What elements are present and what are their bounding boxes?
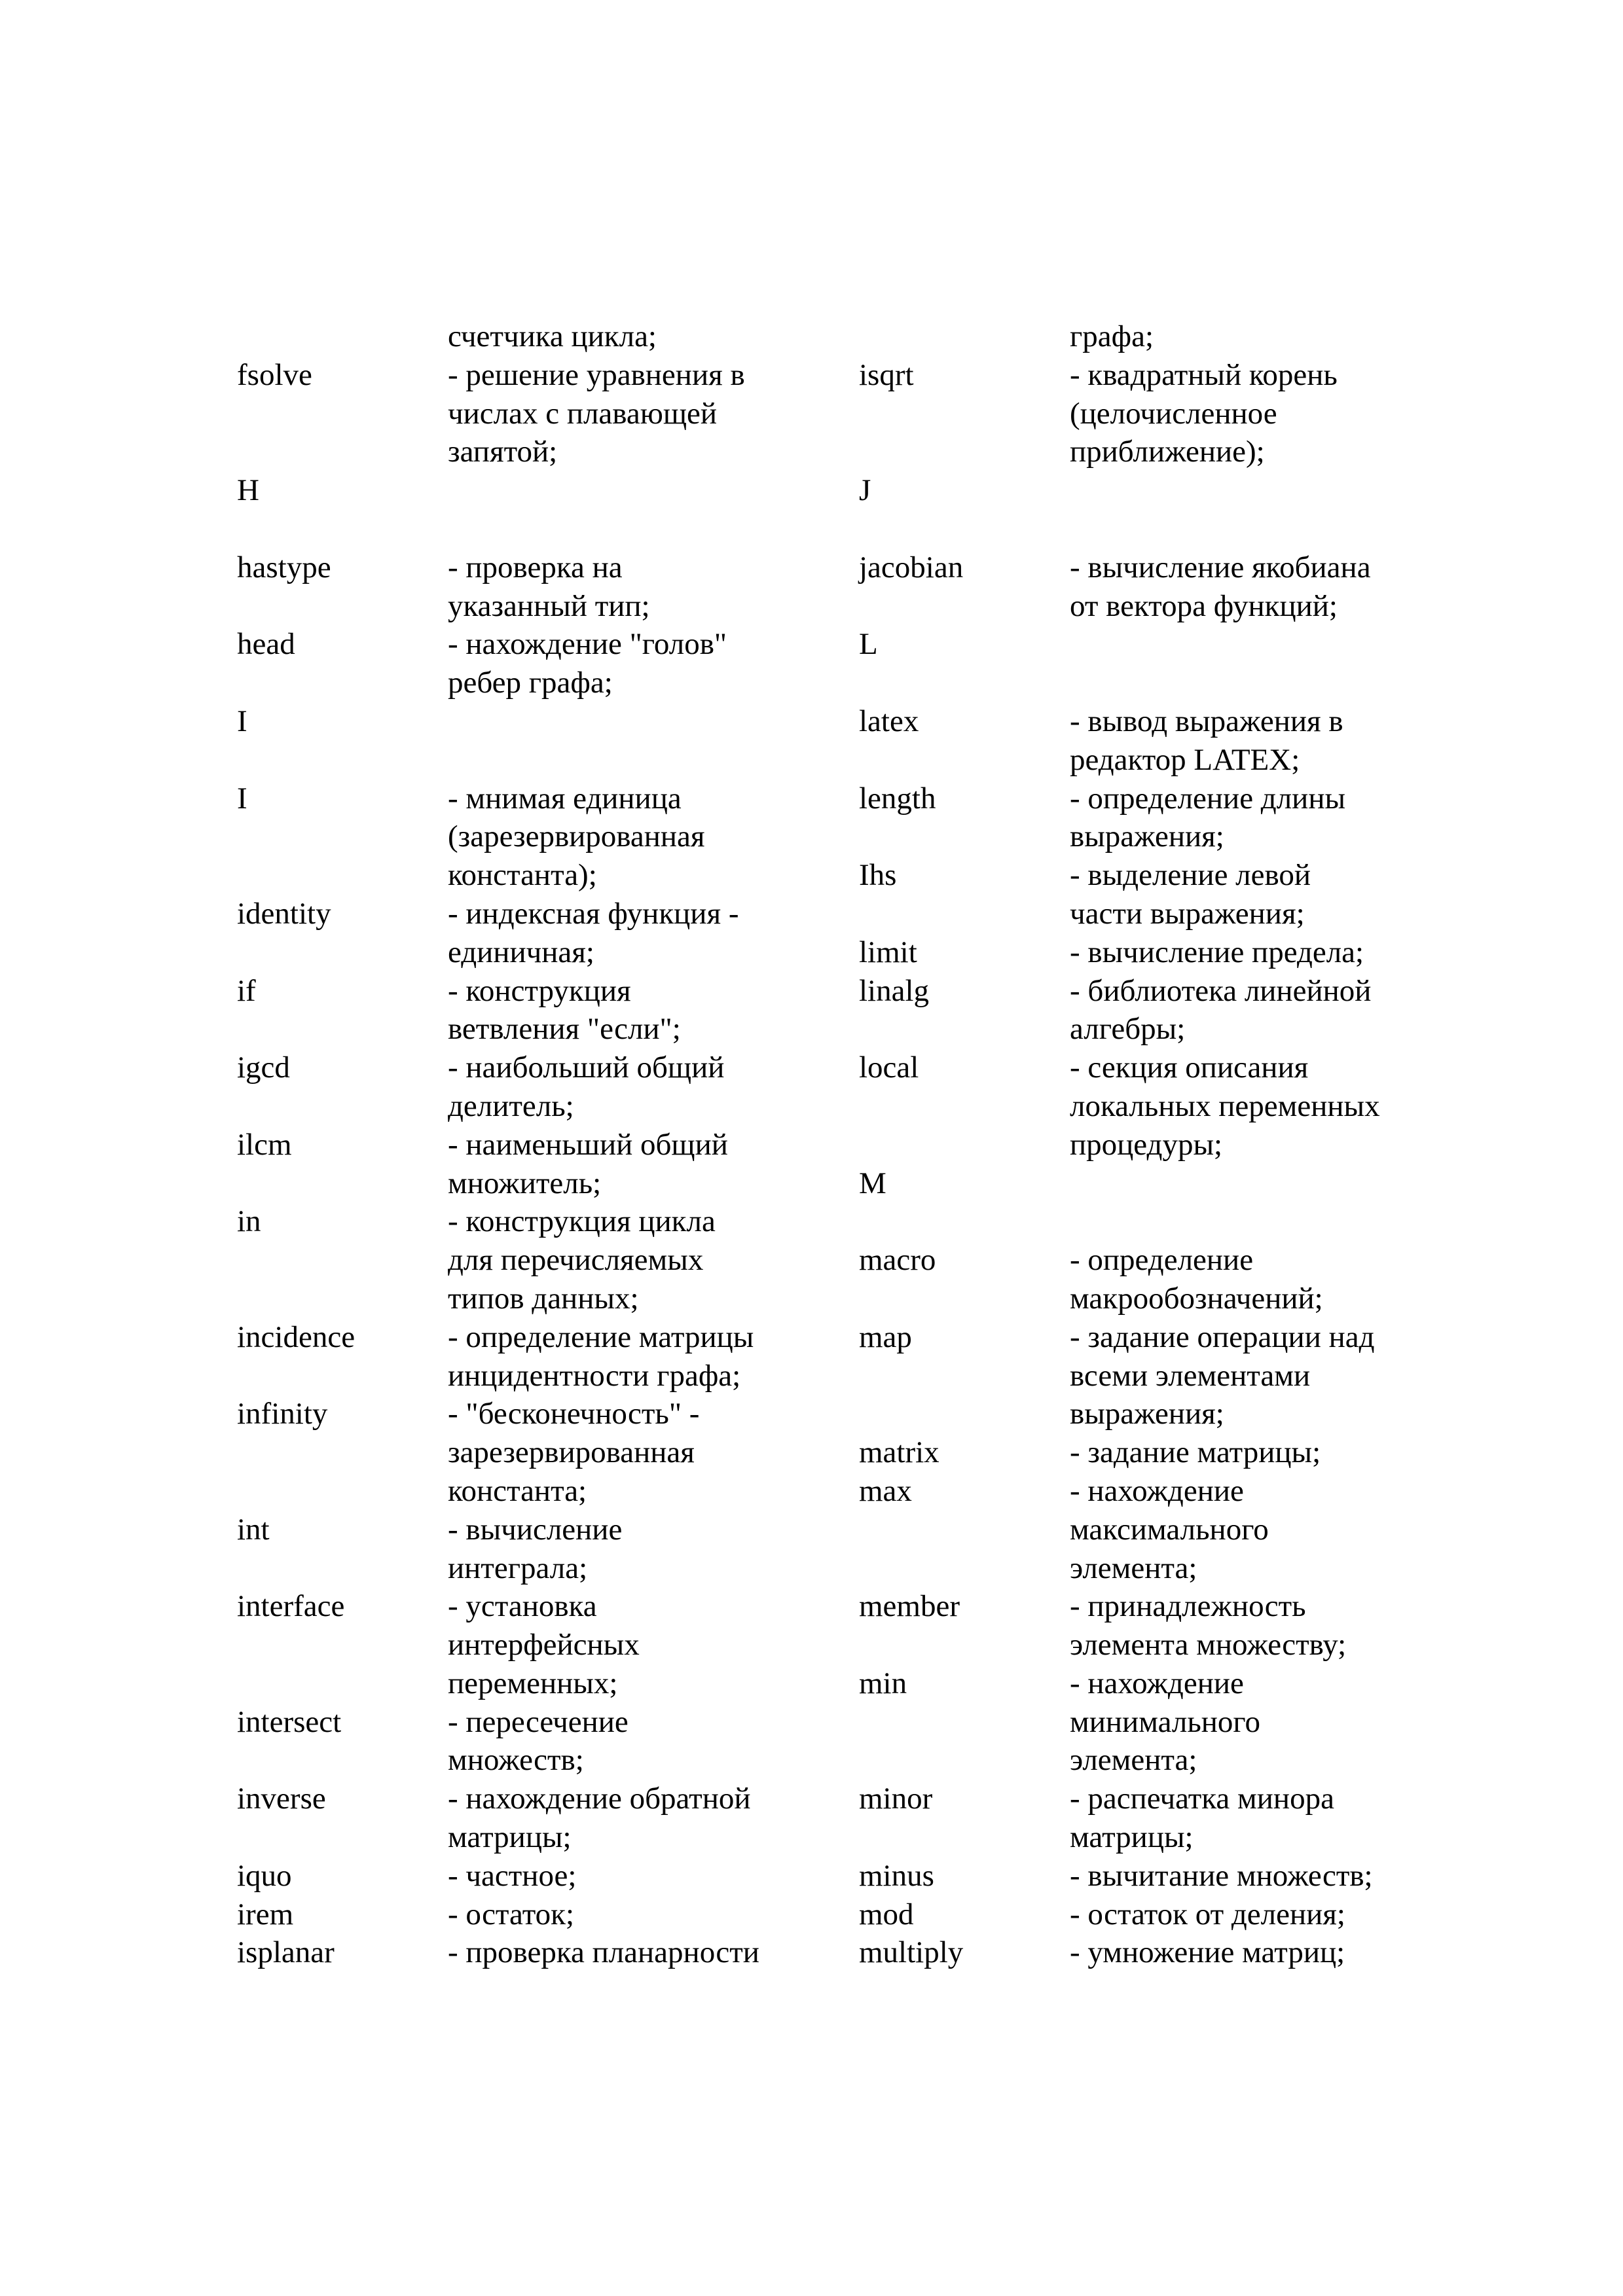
- entry-description: [448, 1703, 629, 1780]
- description-line: переменных;: [448, 1666, 618, 1700]
- entry-description: [1070, 1241, 1323, 1318]
- glossary-entry: [237, 1895, 759, 1934]
- entry-description: [1070, 356, 1338, 471]
- glossary-entry: [237, 1511, 759, 1588]
- description-line: - библиотека линейной: [1070, 973, 1372, 1008]
- entry-term: igcd: [237, 1050, 290, 1085]
- description-line: - вычисление: [448, 1512, 623, 1547]
- entry-term: latex: [859, 704, 919, 738]
- glossary-entry: [859, 1472, 1380, 1587]
- description-line: - частное;: [448, 1858, 577, 1893]
- entry-description: [448, 780, 705, 895]
- description-line: типов данных;: [448, 1281, 639, 1316]
- entry-term: identity: [237, 896, 331, 931]
- entry-description: [1070, 856, 1311, 933]
- description-line: - нахождение "голов": [448, 627, 727, 662]
- description-line: части выражения;: [1070, 896, 1305, 931]
- description-line: - умножение матриц;: [1070, 1935, 1345, 1970]
- entry-description: [448, 625, 727, 702]
- glossary-entry: [237, 625, 759, 702]
- glossary-entry: [237, 317, 759, 356]
- entry-term: L: [859, 627, 878, 662]
- glossary-entry: [237, 1933, 759, 1972]
- description-line: [448, 471, 456, 510]
- glossary-entry: [859, 856, 1380, 933]
- description-line: множеств;: [448, 1743, 584, 1778]
- entry-description: [1070, 1472, 1269, 1587]
- description-line: [1070, 1164, 1078, 1203]
- description-line: - наименьший общий: [448, 1127, 728, 1162]
- entry-term: multiply: [859, 1935, 964, 1970]
- glossary-entry: [859, 780, 1380, 857]
- glossary-entry: [859, 1587, 1380, 1664]
- description-line: всеми элементами: [1070, 1358, 1311, 1393]
- description-line: - распечатка минора: [1070, 1782, 1334, 1816]
- entry-description: [448, 1126, 728, 1203]
- glossary-entry: [237, 972, 759, 1049]
- description-line: от вектора функций;: [1070, 588, 1338, 623]
- description-line: минимального: [1070, 1704, 1261, 1739]
- description-line: матрицы;: [448, 1820, 572, 1855]
- entry-description: [1070, 548, 1371, 626]
- entry-term: minus: [859, 1858, 934, 1893]
- glossary-entry: [859, 1664, 1380, 1780]
- entry-description: [1070, 702, 1343, 780]
- entry-term: Ihs: [859, 858, 897, 893]
- entry-term: in: [237, 1204, 261, 1239]
- description-line: константа;: [448, 1473, 587, 1508]
- entry-description: [1070, 1587, 1346, 1664]
- entry-term: fsolve: [237, 357, 312, 392]
- entry-description: [1070, 780, 1345, 857]
- glossary-entry: [237, 1703, 759, 1780]
- entry-description: [448, 548, 650, 626]
- glossary-entry: [859, 1318, 1380, 1433]
- description-line: - мнимая единица: [448, 781, 682, 816]
- description-line: алгебры;: [1070, 1012, 1186, 1047]
- entry-description: [1070, 1857, 1373, 1895]
- entry-term: J: [859, 473, 871, 508]
- glossary-entry: [859, 548, 1380, 626]
- entry-term: hastype: [237, 550, 331, 584]
- blank-line: [237, 741, 759, 780]
- entry-term: incidence: [237, 1319, 356, 1354]
- entry-term: macro: [859, 1243, 936, 1278]
- entry-term: intersect: [237, 1704, 342, 1739]
- description-line: интерфейсных: [448, 1628, 640, 1662]
- blank-line: [859, 664, 1380, 702]
- description-line: - нахождение: [1070, 1666, 1244, 1700]
- glossary-entry: [237, 1587, 759, 1702]
- glossary-entry: [859, 1895, 1380, 1934]
- entry-description: [448, 895, 739, 972]
- entry-description: [1070, 1433, 1321, 1472]
- description-line: - решение уравнения в: [448, 357, 745, 392]
- entry-description: [1070, 972, 1371, 1049]
- description-line: - задание операции над: [1070, 1319, 1375, 1354]
- entry-term: H: [237, 473, 259, 508]
- entry-description: [448, 1049, 724, 1126]
- glossary-entry: [237, 780, 759, 895]
- description-line: - определение матрицы: [448, 1319, 754, 1354]
- description-line: приближение);: [1070, 435, 1265, 469]
- description-line: интеграла;: [448, 1551, 588, 1585]
- entry-term: if: [237, 973, 256, 1008]
- entry-term: interface: [237, 1589, 345, 1624]
- blank-line: [859, 1202, 1380, 1241]
- entry-term: infinity: [237, 1397, 328, 1431]
- description-line: - вычисление якобиана: [1070, 550, 1371, 584]
- entry-term: length: [859, 781, 936, 816]
- entry-term: jacobian: [859, 550, 964, 584]
- entry-description: [1070, 1933, 1345, 1972]
- entry-description: [448, 972, 681, 1049]
- description-line: - секция описания: [1070, 1050, 1309, 1085]
- entry-term: linalg: [859, 973, 930, 1008]
- glossary-entry: [859, 1241, 1380, 1318]
- description-line: зарезервированная: [448, 1435, 695, 1470]
- description-line: ветвления "если";: [448, 1012, 681, 1047]
- entry-term: member: [859, 1589, 960, 1624]
- description-line: - остаток от деления;: [1070, 1897, 1345, 1931]
- glossary-entry: [237, 1395, 759, 1510]
- entry-description: [448, 1933, 759, 1972]
- description-line: - остаток;: [448, 1897, 575, 1931]
- blank-line: [859, 510, 1380, 548]
- description-line: инцидентности графа;: [448, 1358, 741, 1393]
- glossary-entry: [237, 1049, 759, 1126]
- description-line: - "бесконечность" -: [448, 1397, 700, 1431]
- description-line: счетчика цикла;: [448, 319, 657, 353]
- entry-description: [448, 471, 456, 510]
- description-line: - установка: [448, 1589, 597, 1624]
- description-line: матрицы;: [1070, 1820, 1194, 1855]
- description-line: [1070, 625, 1078, 664]
- description-line: элемента множеству;: [1070, 1628, 1347, 1662]
- description-line: [448, 702, 456, 741]
- description-line: - конструкция цикла: [448, 1204, 716, 1239]
- glossary-entry: [859, 625, 1380, 664]
- entry-description: [448, 702, 456, 741]
- description-line: [1070, 471, 1078, 510]
- entry-term: ilcm: [237, 1127, 292, 1162]
- entry-term: limit: [859, 935, 917, 969]
- entry-term: I: [237, 781, 247, 816]
- description-line: (целочисленное: [1070, 396, 1277, 431]
- description-line: - принадлежность: [1070, 1589, 1306, 1624]
- entry-term: irem: [237, 1897, 294, 1931]
- entry-description: [448, 1318, 754, 1395]
- glossary-entry: [859, 1857, 1380, 1895]
- entry-term: isplanar: [237, 1935, 335, 1970]
- blank-line: [237, 510, 759, 548]
- left-glossary-column: [237, 317, 759, 1972]
- description-line: - определение: [1070, 1243, 1254, 1278]
- description-line: - вывод выражения в: [1070, 704, 1343, 738]
- entry-description: [448, 1857, 576, 1895]
- glossary-entry: [237, 1857, 759, 1895]
- description-line: ребер графа;: [448, 666, 613, 700]
- glossary-entry: [859, 972, 1380, 1049]
- description-line: выражения;: [1070, 1397, 1224, 1431]
- entry-description: [1070, 317, 1154, 356]
- entry-term: min: [859, 1666, 907, 1700]
- glossary-entry: [859, 1049, 1380, 1164]
- glossary-entry: [859, 356, 1380, 471]
- description-line: для перечисляемых: [448, 1243, 704, 1278]
- entry-description: [448, 1202, 716, 1318]
- glossary-entry: [237, 548, 759, 626]
- entry-description: [448, 356, 745, 471]
- description-line: - наибольший общий: [448, 1050, 725, 1085]
- description-line: - вычитание множеств;: [1070, 1858, 1373, 1893]
- glossary-entry: [859, 471, 1380, 510]
- glossary-entry: [237, 1780, 759, 1857]
- entry-description: [448, 1587, 640, 1702]
- entry-term: matrix: [859, 1435, 939, 1470]
- entry-description: [1070, 471, 1078, 510]
- description-line: элемента;: [1070, 1743, 1197, 1778]
- entry-description: [448, 1511, 622, 1588]
- entry-term: head: [237, 627, 295, 662]
- glossary-entry: [859, 317, 1380, 356]
- description-line: - квадратный корень: [1070, 357, 1338, 392]
- glossary-entry: [859, 933, 1380, 972]
- glossary-entry: [859, 1164, 1380, 1203]
- glossary-entry: [237, 895, 759, 972]
- description-line: числах с плавающей: [448, 396, 718, 431]
- entry-description: [1070, 1049, 1380, 1164]
- entry-description: [1070, 1895, 1345, 1934]
- description-line: единичная;: [448, 935, 594, 969]
- description-line: - проверка на: [448, 550, 623, 584]
- glossary-entry: [237, 471, 759, 510]
- entry-term: max: [859, 1473, 912, 1508]
- entry-description: [448, 1395, 699, 1510]
- description-line: - конструкция: [448, 973, 631, 1008]
- description-line: - задание матрицы;: [1070, 1435, 1321, 1470]
- glossary-entry: [859, 1780, 1380, 1857]
- entry-term: mod: [859, 1897, 914, 1931]
- entry-term: minor: [859, 1782, 933, 1816]
- entry-term: M: [859, 1166, 886, 1200]
- glossary-entry: [237, 702, 759, 741]
- entry-description: [1070, 1780, 1334, 1857]
- entry-term: inverse: [237, 1782, 326, 1816]
- description-line: графа;: [1070, 319, 1154, 353]
- description-line: запятой;: [448, 435, 558, 469]
- entry-description: [448, 1895, 574, 1934]
- entry-term: local: [859, 1050, 919, 1085]
- description-line: - определение длины: [1070, 781, 1346, 816]
- entry-description: [1070, 933, 1364, 972]
- description-line: делитель;: [448, 1088, 574, 1123]
- description-line: - пересечение: [448, 1704, 629, 1739]
- glossary-entry: [859, 1933, 1380, 1972]
- entry-description: [448, 1780, 751, 1857]
- description-line: - нахождение: [1070, 1473, 1244, 1508]
- description-line: указанный тип;: [448, 588, 650, 623]
- glossary-entry: [237, 1126, 759, 1203]
- entry-term: map: [859, 1319, 912, 1354]
- description-line: константа);: [448, 858, 597, 893]
- description-line: процедуры;: [1070, 1127, 1223, 1162]
- right-glossary-column: [859, 317, 1380, 1972]
- description-line: максимального: [1070, 1512, 1269, 1547]
- description-line: - проверка планарности: [448, 1935, 759, 1970]
- glossary-entry: [237, 1318, 759, 1395]
- entry-term: iquo: [237, 1858, 292, 1893]
- glossary-entry: [859, 1433, 1380, 1472]
- description-line: локальных переменных: [1070, 1088, 1380, 1123]
- description-line: редактор LATEX;: [1070, 742, 1300, 777]
- description-line: выражения;: [1070, 819, 1224, 854]
- entry-description: [1070, 1318, 1375, 1433]
- entry-description: [1070, 1664, 1260, 1780]
- entry-term: isqrt: [859, 357, 914, 392]
- glossary-entry: [859, 702, 1380, 780]
- description-line: множитель;: [448, 1166, 602, 1200]
- description-line: - выделение левой: [1070, 858, 1311, 893]
- entry-term: I: [237, 704, 247, 738]
- description-line: макрообозначений;: [1070, 1281, 1323, 1316]
- glossary-entry: [237, 1202, 759, 1318]
- description-line: (зарезервированная: [448, 819, 705, 854]
- description-line: - индексная функция -: [448, 896, 739, 931]
- description-line: - нахождение обратной: [448, 1782, 751, 1816]
- description-line: - вычисление предела;: [1070, 935, 1364, 969]
- entry-term: int: [237, 1512, 270, 1547]
- entry-description: [1070, 625, 1078, 664]
- description-line: элемента;: [1070, 1551, 1197, 1585]
- glossary-entry: [237, 356, 759, 471]
- entry-description: [1070, 1164, 1078, 1203]
- entry-description: [448, 317, 657, 356]
